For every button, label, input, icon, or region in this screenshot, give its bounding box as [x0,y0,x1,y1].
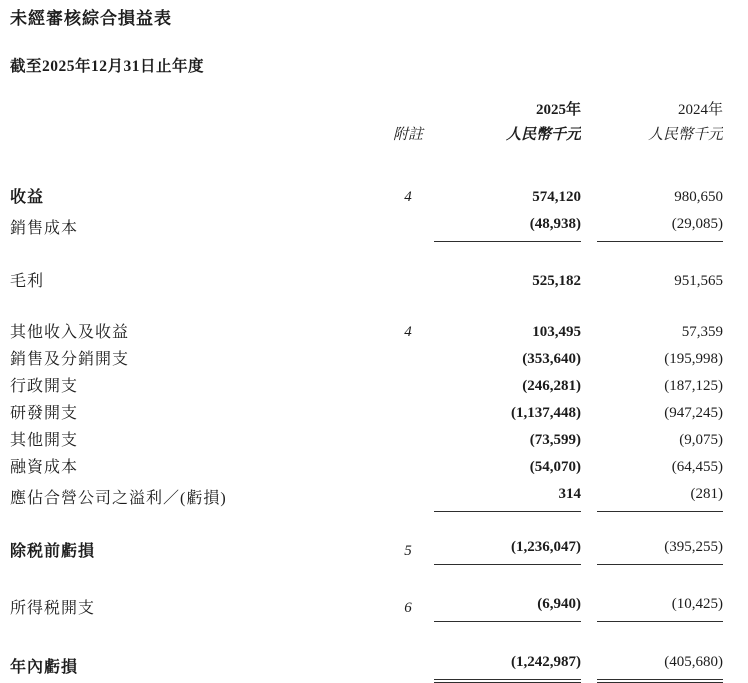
row-note [382,211,434,242]
row-note [382,400,434,427]
row-label: 所得税開支 [10,599,96,617]
value-2024: 980,650 [674,189,723,205]
row-label: 其他收入及收益 [10,324,130,341]
table-row-jv-share [10,481,723,512]
value-2025: (6,940) [434,591,581,622]
income-statement-table [10,98,723,683]
row-note: 4 [404,324,412,340]
header-note: 附註 [392,127,423,143]
row-note: 4 [404,189,412,205]
row-note: 5 [404,542,412,559]
header-unit-2025: 人民幣千元 [505,127,581,143]
value-2025: (246,281) [522,378,581,394]
value-2025: (353,640) [522,351,581,367]
value-2025: (48,938) [434,211,581,242]
statement-period: 截至2025年12月31日止年度 [10,58,205,75]
row-note [382,454,434,481]
value-2024: (395,255) [597,534,723,565]
table-row-gross-profit [10,268,723,295]
table-row-rd-expenses [10,400,723,427]
row-label: 收益 [10,189,45,206]
row-label: 其他開支 [10,432,79,449]
value-2024: (187,125) [664,378,723,394]
row-note [382,346,434,373]
value-2025: (1,236,047) [434,534,581,565]
table-row-cost-of-sales [10,211,723,242]
value-2025: (73,599) [529,432,581,448]
row-note [382,649,434,681]
row-label: 年內虧損 [10,659,79,676]
table-row-revenue [10,184,723,211]
value-2024: (29,085) [597,211,723,242]
value-2025: 574,120 [532,189,581,205]
spacer-row [10,242,723,269]
spacer-row [10,512,723,535]
table-row-loss-for-year [10,649,723,681]
spacer-row [10,565,723,592]
row-label: 除税前虧損 [10,542,96,560]
value-2024: (405,680) [597,649,723,681]
value-2025: (54,070) [529,459,581,475]
row-note [382,481,434,512]
row-note [382,268,434,295]
header-year-2024: 2024年 [677,102,723,118]
value-2025: (1,242,987) [434,649,581,681]
header-unit-row [10,122,723,148]
table-row-finance-costs [10,454,723,481]
value-2025: 103,495 [532,324,581,340]
value-2025: (1,137,448) [511,405,581,421]
header-unit-2024: 人民幣千元 [647,127,723,143]
header-year-row [10,98,723,122]
row-note [382,373,434,400]
value-2024: (947,245) [664,405,723,421]
row-label: 研發開支 [10,405,79,422]
spacer-row [10,622,723,650]
value-2024: (281) [597,481,723,512]
spacer-row [10,295,723,319]
row-label: 行政開支 [10,378,79,395]
value-2024: (9,075) [679,432,723,448]
row-label: 銷售成本 [10,219,79,237]
value-2025: 525,182 [532,273,581,289]
row-label: 融資成本 [10,459,79,476]
row-label: 毛利 [10,273,45,290]
row-note: 6 [404,599,412,616]
table-row-loss-before-tax [10,534,723,565]
table-row-other-expenses [10,427,723,454]
spacer-row [10,148,723,184]
value-2025: 314 [434,481,581,512]
value-2024: 57,359 [681,324,723,340]
value-2024: (64,455) [671,459,723,475]
row-label: 應佔合營公司之溢利／(虧損) [10,489,227,507]
value-2024: (10,425) [597,591,723,622]
value-2024: (195,998) [664,351,723,367]
table-row-income-tax [10,591,723,622]
row-note [382,427,434,454]
row-label: 銷售及分銷開支 [10,351,130,368]
table-row-selling-expenses [10,346,723,373]
table-row-admin-expenses [10,373,723,400]
header-year-2025: 2025年 [535,102,581,118]
table-row-other-income [10,319,723,346]
statement-title: 未經審核綜合損益表 [10,9,172,28]
value-2024: 951,565 [674,273,723,289]
